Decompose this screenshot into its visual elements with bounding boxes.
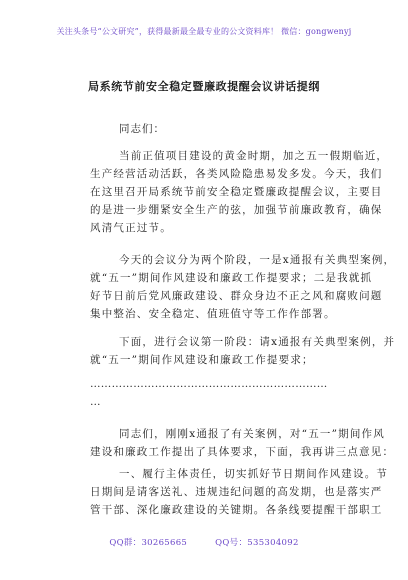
ellipsis-line: ………………………………………………………… [90,378,328,390]
paragraph-line: 管干部、深化廉政建设的关键期。各条线要提醒干部职工 [90,504,383,516]
qq-group-label: QQ群：30265665 [109,538,188,548]
footer-contact [0,536,408,548]
paragraph-line: 集中整治、安全稳定、值班值守等工作作部署。 [90,308,336,320]
paragraph-line: 下面，进行会议第一阶段：请x通报有关典型案例，并 [119,336,396,348]
paragraph-line: 日期间是请客送礼、违规违纪问题的高发期，也是落实严 [90,486,383,498]
paragraph-line: 当前正值项目建设的黄金时期，加之五一假期临近， [119,150,389,162]
paragraph-line: 建设和廉政工作提出了具体要求，下面，我再讲三点意见： [90,446,395,458]
paragraph-line: 同志们，刚刚x通报了有关案例，对“五一”期间作风 [119,428,385,440]
paragraph-line: 就“五一”期间作风建设和廉政工作提要求； [90,354,314,366]
paragraph-line: 的是进一步绷紧安全生产的弦，加强节前廉政教育，确保 [90,204,383,216]
document-title: 局系统节前安全稳定暨廉政提醒会议讲话提纲 [88,80,320,93]
header-banner: 关注头条号“公文研究”，获得最新最全最专业的公文资料库！ 微信：gongwenyj [56,27,352,36]
paragraph-line: 风清气正过节。 [90,222,172,234]
paragraph-line: 一、履行主体责任，切实抓好节日期间作风建设。节 [119,468,389,480]
paragraph-line: 就“五一”期间作风建设和廉政工作提要求；二是我就抓 [90,272,373,284]
paragraph-line: 今天的会议分为两个阶段，一是x通报有关典型案例， [119,254,396,266]
paragraph-line: 在这里召开局系统节前安全稳定暨廉政提醒会议，主要目 [90,186,383,198]
ellipsis-line: … [90,396,101,408]
greeting: 同志们： [119,123,165,135]
paragraph-line: 生产经营活动活跃，各类风险隐患易发多发。今天，我们 [90,168,383,180]
paragraph-line: 好节日前后党风廉政建设、群众身边不正之风和腐败问题 [90,290,383,302]
qq-number-label: QQ号：535304092 [215,538,299,548]
